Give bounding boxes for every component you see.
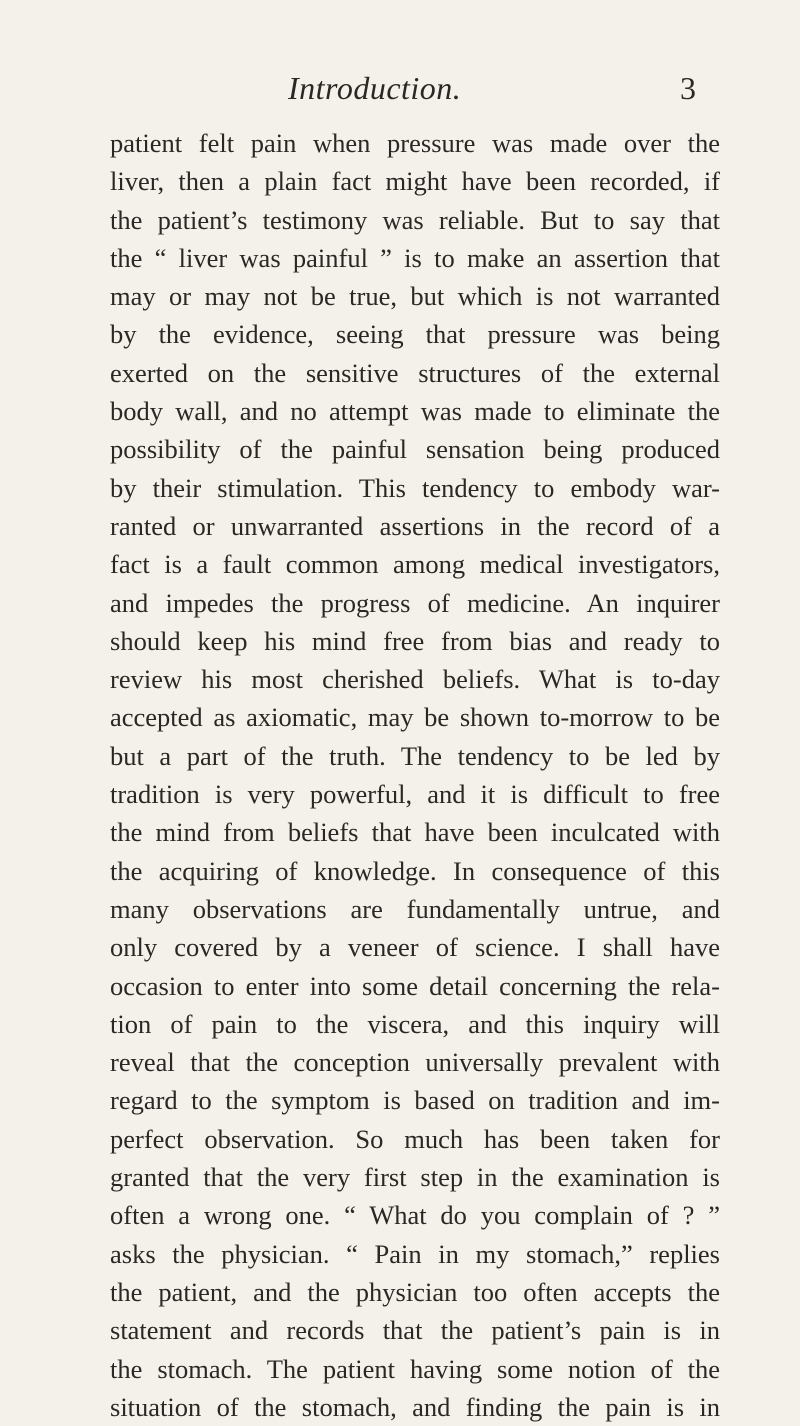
- text-line: many observations are fundamentally untrue, and: [110, 893, 720, 924]
- text-line: occasion to enter into some detail concerning the rela-: [110, 970, 720, 1001]
- text-line: ranted or unwarranted assertions in the record of a: [110, 510, 720, 541]
- text-line: the mind from beliefs that have been inculcated with: [110, 817, 720, 848]
- text-line: situation of the stomach, and finding the pain is in: [110, 1391, 720, 1422]
- text-line: tion of pain to the viscera, and this inquiry will: [110, 1008, 720, 1039]
- running-head: [0, 70, 800, 114]
- page-header-title: Introduction.: [288, 70, 462, 106]
- text-line: by their stimulation. This tendency to embody war-: [110, 472, 720, 503]
- text-line: body wall, and no attempt was made to eliminate the: [110, 396, 720, 427]
- text-line: perfect observation. So much has been taken for: [110, 1123, 720, 1154]
- text-line: tradition is very powerful, and it is difficult to free: [110, 779, 720, 810]
- text-line: the acquiring of knowledge. In consequence of this: [110, 855, 720, 886]
- text-line: the patient, and the physician too often accepts the: [110, 1276, 720, 1307]
- page-number: 3: [680, 70, 696, 106]
- body-text: [110, 124, 720, 1426]
- text-line: should keep his mind free from bias and ready to: [110, 625, 720, 656]
- text-line: review his most cherished beliefs. What is to-day: [110, 664, 720, 695]
- text-line: accepted as axiomatic, may be shown to-morrow to be: [110, 702, 720, 733]
- text-line: often a wrong one. “ What do you complain of ? ”: [110, 1200, 720, 1231]
- text-line: possibility of the painful sensation being produced: [110, 434, 720, 465]
- text-line: by the evidence, seeing that pressure was being: [110, 319, 720, 350]
- text-line: exerted on the sensitive structures of the external: [110, 357, 720, 388]
- text-line: the patient’s testimony was reliable. But to say that: [110, 204, 720, 235]
- text-line: may or may not be true, but which is not warranted: [110, 281, 720, 312]
- text-line: asks the physician. “ Pain in my stomach,” replies: [110, 1238, 720, 1269]
- text-line: but a part of the truth. The tendency to be led by: [110, 740, 720, 771]
- text-line: regard to the symptom is based on tradition and im-: [110, 1085, 720, 1116]
- text-line: fact is a fault common among medical investigators,: [110, 549, 720, 580]
- text-line: reveal that the conception universally prevalent with: [110, 1047, 720, 1078]
- text-line: the “ liver was painful ” is to make an assertion that: [110, 242, 720, 273]
- text-line: the stomach. The patient having some notion of the: [110, 1353, 720, 1384]
- text-line: only covered by a veneer of science. I shall have: [110, 932, 720, 963]
- text-line: liver, then a plain fact might have been recorded, if: [110, 166, 720, 197]
- text-line: and impedes the progress of medicine. An inquirer: [110, 587, 720, 618]
- text-line: patient felt pain when pressure was made over the: [110, 128, 720, 158]
- text-line: statement and records that the patient’s pain is in: [110, 1315, 720, 1346]
- text-line: granted that the very first step in the examination is: [110, 1162, 720, 1193]
